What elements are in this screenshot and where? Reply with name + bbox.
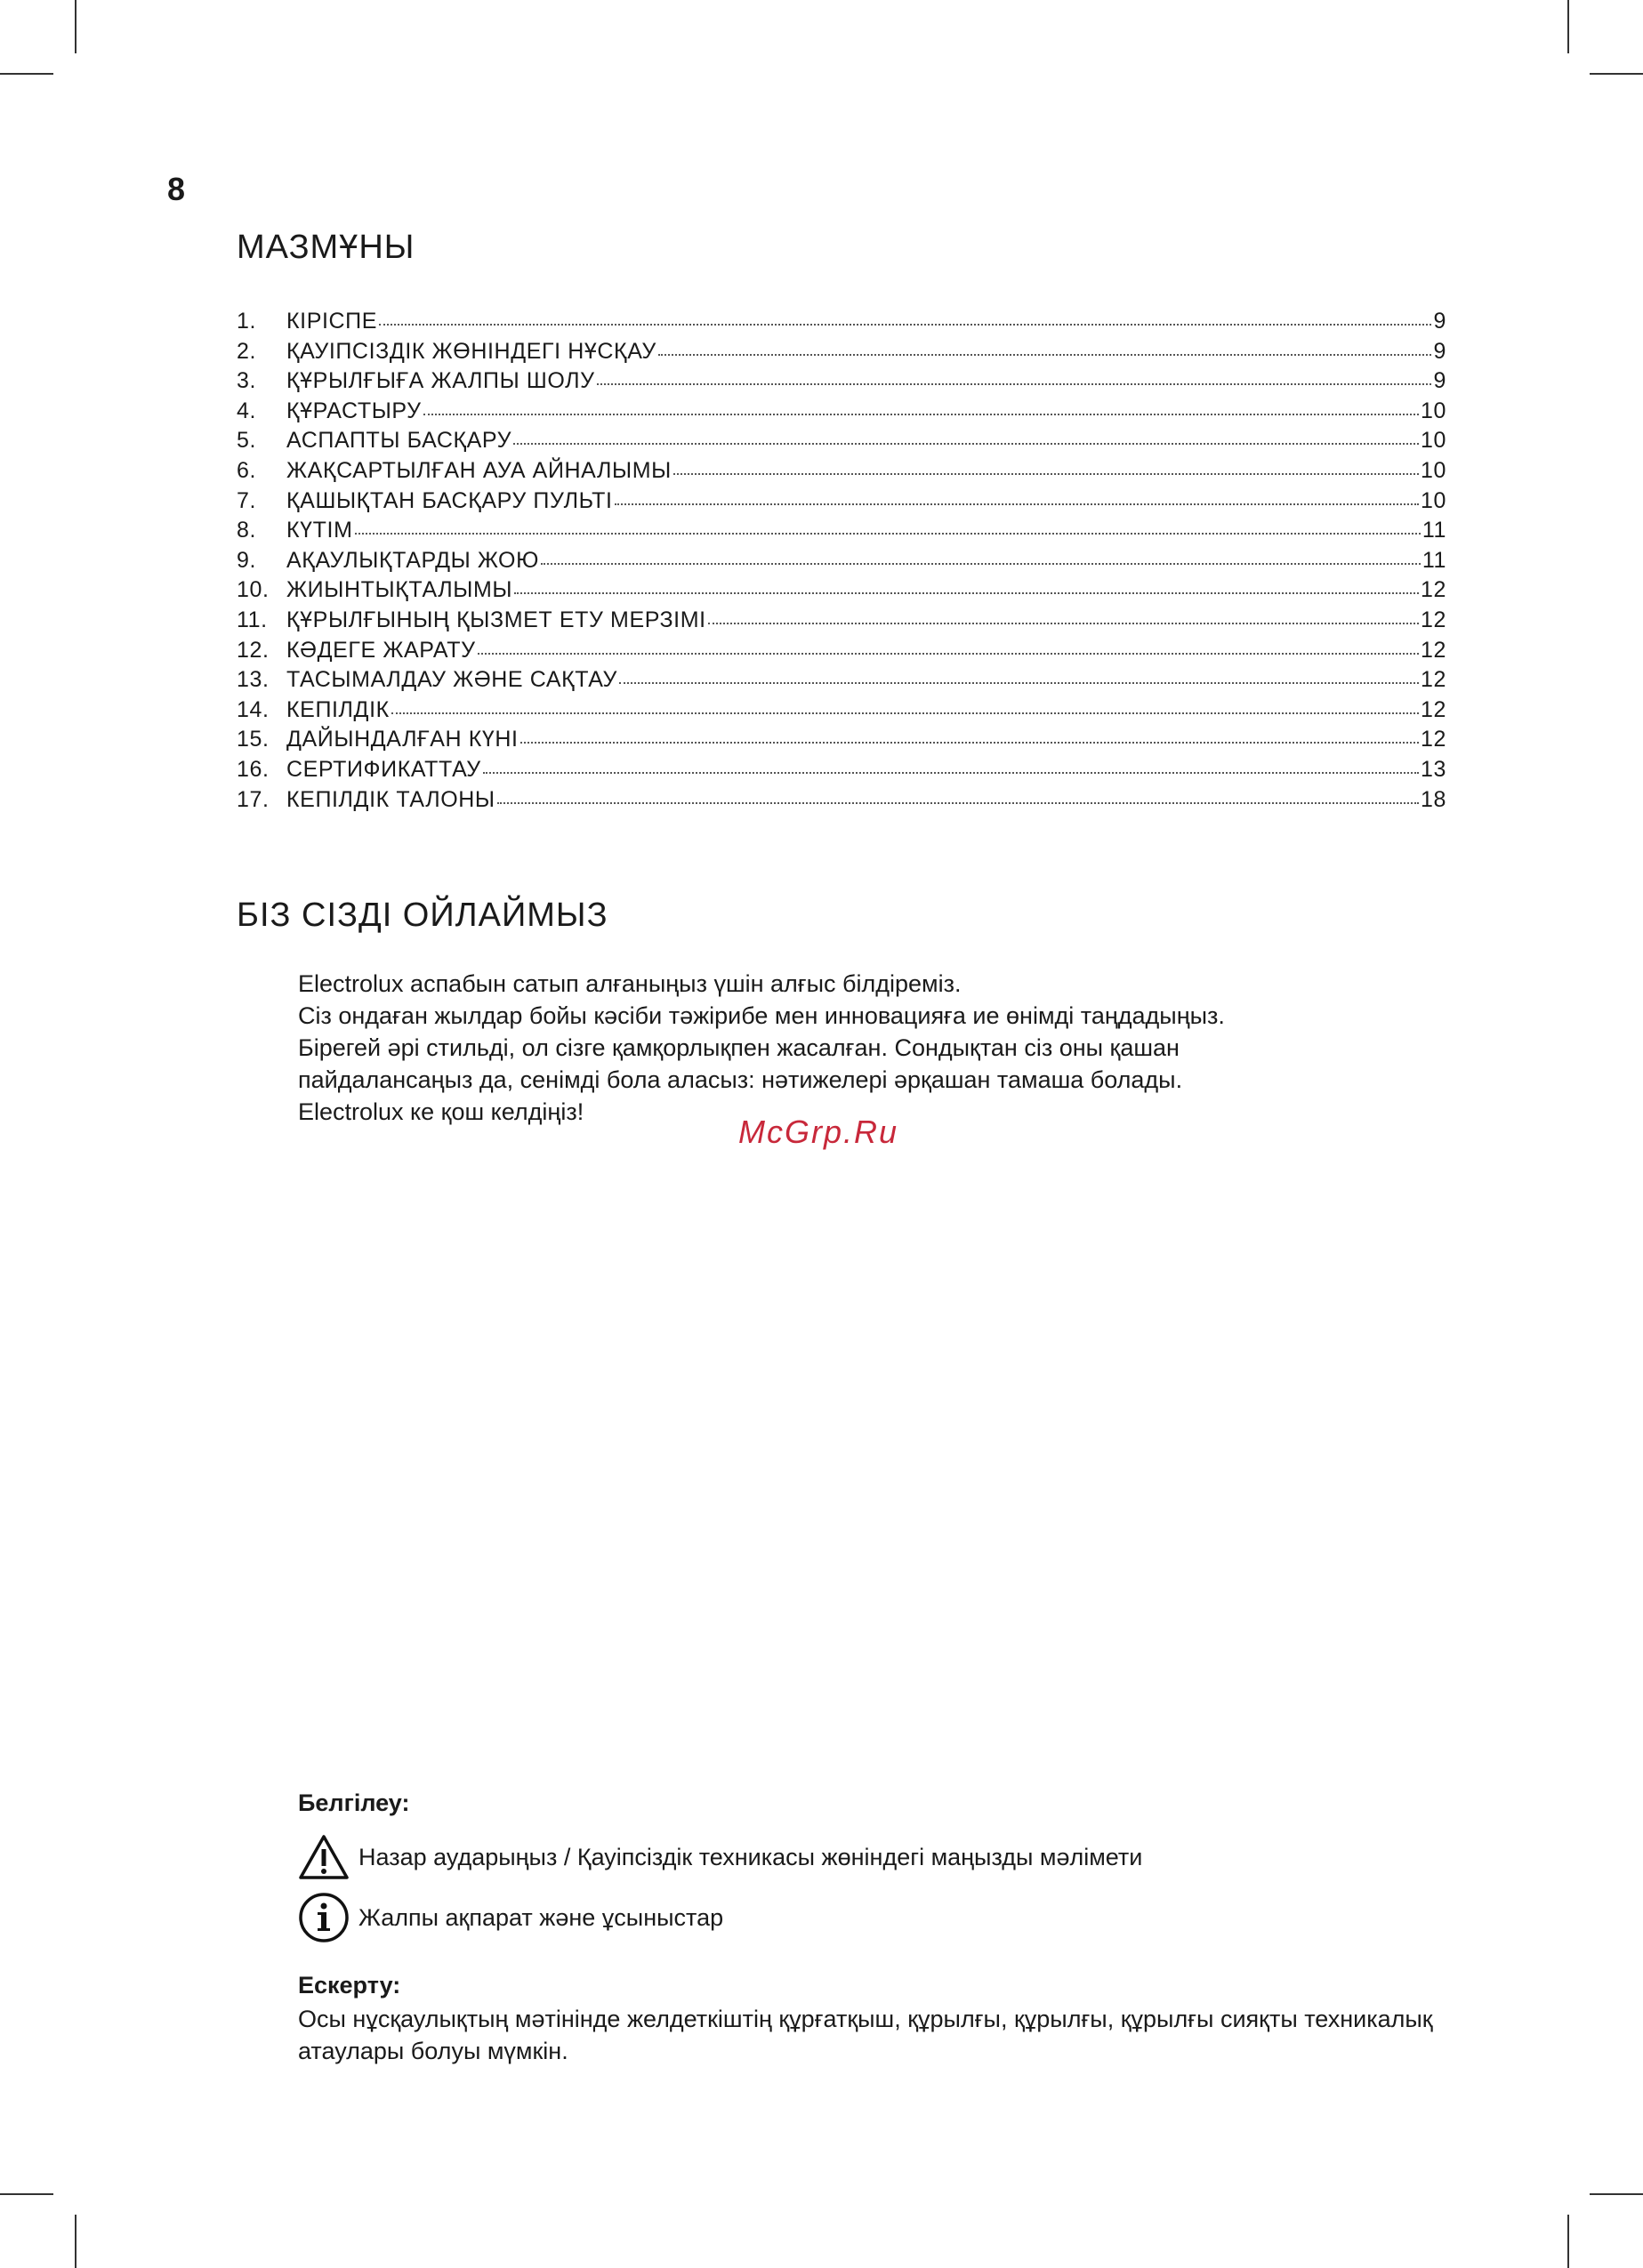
welcome-text <box>298 968 1454 1128</box>
toc-leader-dots <box>497 802 1419 804</box>
note-text: Осы нұсқаулықтың мәтінінде желдеткіштің құрғатқыш, құрылғы, құрылғы, құрылғы сияқты техникалық атаулары болуы мүмкін. <box>298 2006 1433 2064</box>
toc-item-title: ҚАШЫҚТАН БАСҚАРУ ПУЛЬТІ <box>286 487 613 513</box>
crop-mark <box>1590 2193 1643 2195</box>
toc-leader-dots <box>355 533 1421 535</box>
toc-item-number: 3. <box>237 368 257 394</box>
toc-item[interactable] <box>237 667 1446 697</box>
toc-leader-dots <box>423 414 1419 415</box>
toc-item-page: 10 <box>1420 487 1446 513</box>
toc-item-page: 12 <box>1420 637 1446 663</box>
toc-item-title: АСПАПТЫ БАСҚАРУ <box>286 428 512 454</box>
toc-item-number: 8. <box>237 518 257 543</box>
welcome-line: Electrolux аспабын сатып алғаныңыз үшін алғыс білдіреміз. <box>298 970 962 997</box>
crop-mark <box>1567 2215 1569 2268</box>
toc-item-title: ҚҰРАСТЫРУ <box>286 398 422 423</box>
toc-item-page: 12 <box>1420 727 1446 752</box>
toc-item-number: 9. <box>237 547 257 573</box>
toc-leader-dots <box>597 383 1432 385</box>
toc-item-number: 16. <box>237 756 270 782</box>
toc-title: МАЗМҰНЫ <box>237 229 415 266</box>
welcome-line: Сіз ондаған жылдар бойы кәсіби тәжірибе мен инновацияға ие өнімді таңдадыңыз. <box>298 1002 1225 1029</box>
toc-item-number: 15. <box>237 727 270 752</box>
crop-mark <box>1567 0 1569 53</box>
toc-item[interactable] <box>237 638 1446 668</box>
toc-item-number: 11. <box>237 607 268 632</box>
toc-item[interactable] <box>237 428 1446 458</box>
toc-item[interactable] <box>237 309 1446 339</box>
toc-item[interactable] <box>237 548 1446 578</box>
toc-leader-dots <box>708 623 1419 624</box>
toc-item-title: ҚҰРЫЛҒЫҒА ЖАЛПЫ ШОЛУ <box>286 368 595 394</box>
toc-item-number: 10. <box>237 577 270 603</box>
toc-item-number: 14. <box>237 696 270 722</box>
legend-info-text: Жалпы ақпарат және ұсыныстар <box>358 1903 724 1931</box>
toc-item-title: ЖИЫНТЫҚТАЛЫМЫ <box>286 577 513 603</box>
toc-item[interactable] <box>237 518 1446 548</box>
toc-item[interactable] <box>237 398 1446 429</box>
note-title: Ескерту: <box>298 1972 401 1999</box>
toc-leader-dots <box>514 592 1419 594</box>
toc-leader-dots <box>513 443 1419 445</box>
crop-mark <box>0 73 53 75</box>
toc-item[interactable] <box>237 368 1446 398</box>
toc-item-page: 13 <box>1420 756 1446 782</box>
toc-item-page: 10 <box>1420 398 1446 423</box>
toc-leader-dots <box>541 563 1421 565</box>
toc-item-number: 17. <box>237 786 270 812</box>
toc-item-title: ТАСЫМАЛДАУ ЖӘНЕ САҚТАУ <box>286 667 617 693</box>
welcome-line: Electrolux ке қош келдіңіз! <box>298 1098 584 1125</box>
legend-info <box>298 1892 723 1943</box>
toc-item-page: 11 <box>1422 547 1446 573</box>
toc-leader-dots <box>658 354 1432 356</box>
toc-item-title: ҚҰРЫЛҒЫНЫҢ ҚЫЗМЕТ ЕТУ МЕРЗІМІ <box>286 607 706 632</box>
toc-item-page: 12 <box>1420 607 1446 632</box>
legend-title: Белгілеу: <box>298 1789 410 1816</box>
toc-item-number: 6. <box>237 457 257 483</box>
toc-item-title: КҮТІМ <box>286 518 353 543</box>
toc-item-number: 2. <box>237 338 257 364</box>
toc-item-title: ДАЙЫНДАЛҒАН КҮНІ <box>286 727 519 752</box>
legend-warning <box>298 1834 1142 1880</box>
toc-item[interactable] <box>237 607 1446 638</box>
toc-item[interactable] <box>237 488 1446 519</box>
toc-item-title: КӘДЕГЕ ЖАРАТУ <box>286 637 476 663</box>
toc-item[interactable] <box>237 787 1446 817</box>
warning-icon <box>298 1834 350 1880</box>
toc-item-number: 1. <box>237 309 257 334</box>
toc-leader-dots <box>619 682 1419 684</box>
toc-item[interactable] <box>237 697 1446 728</box>
toc-item-title: КЕПІЛДІК <box>286 696 390 722</box>
toc-item-page: 12 <box>1420 667 1446 693</box>
toc-item[interactable] <box>237 727 1446 757</box>
toc-item-number: 12. <box>237 637 270 663</box>
toc-leader-dots <box>391 712 1419 714</box>
toc-item-title: ЖАҚСАРТЫЛҒАН АУА АЙНАЛЫМЫ <box>286 457 672 483</box>
toc-item-page: 9 <box>1433 338 1446 364</box>
toc-item-page: 12 <box>1420 577 1446 603</box>
welcome-title: БІЗ СІЗДІ ОЙЛАЙМЫЗ <box>237 897 608 934</box>
toc-item-title: КЕПІЛДІК ТАЛОНЫ <box>286 786 495 812</box>
info-icon <box>298 1892 350 1943</box>
toc-item-number: 7. <box>237 487 257 513</box>
toc-item-number: 13. <box>237 667 270 693</box>
toc-item-title: АҚАУЛЫҚТАРДЫ ЖОЮ <box>286 547 539 573</box>
toc-item-page: 10 <box>1420 428 1446 454</box>
legend-warning-text: Назар аударыңыз / Қауіпсіздік техникасы жөніндегі маңызды мәлімети <box>358 1843 1143 1870</box>
crop-mark <box>0 2193 53 2195</box>
toc-item-page: 12 <box>1420 696 1446 722</box>
page-number: 8 <box>167 171 186 207</box>
toc-leader-dots <box>478 653 1419 655</box>
toc-item-page: 9 <box>1433 368 1446 394</box>
welcome-line: Бірегей әрі стильді, ол сізге қамқорлықпен жасалған. Сондықтан сіз оны қашан <box>298 1034 1180 1061</box>
toc-item-page: 18 <box>1420 786 1446 812</box>
crop-mark <box>1590 73 1643 75</box>
crop-mark <box>75 0 77 53</box>
toc-item-number: 5. <box>237 428 257 454</box>
toc-item[interactable] <box>237 339 1446 369</box>
toc-item[interactable] <box>237 458 1446 488</box>
toc-item-title: ҚАУІПСІЗДІК ЖӨНІНДЕГІ НҰСҚАУ <box>286 338 656 364</box>
toc-item[interactable] <box>237 757 1446 787</box>
welcome-line: пайдалансаңыз да, сенімді бола аласыз: нәтижелері әрқашан тамаша болады. <box>298 1066 1183 1093</box>
toc-item-title: КІРІСПЕ <box>286 309 378 334</box>
toc-leader-dots <box>615 503 1419 505</box>
crop-mark <box>75 2215 77 2268</box>
toc-item[interactable] <box>237 577 1446 607</box>
toc-leader-dots <box>673 473 1419 475</box>
table-of-contents <box>237 309 1446 816</box>
toc-leader-dots <box>483 772 1419 774</box>
toc-item-page: 9 <box>1433 309 1446 334</box>
toc-item-number: 4. <box>237 398 257 423</box>
watermark: McGrp.Ru <box>738 1114 899 1150</box>
toc-item-page: 10 <box>1420 457 1446 483</box>
toc-leader-dots <box>379 324 1431 326</box>
toc-item-title: СЕРТИФИКАТТАУ <box>286 756 481 782</box>
toc-leader-dots <box>520 742 1419 744</box>
toc-item-page: 11 <box>1422 518 1446 543</box>
